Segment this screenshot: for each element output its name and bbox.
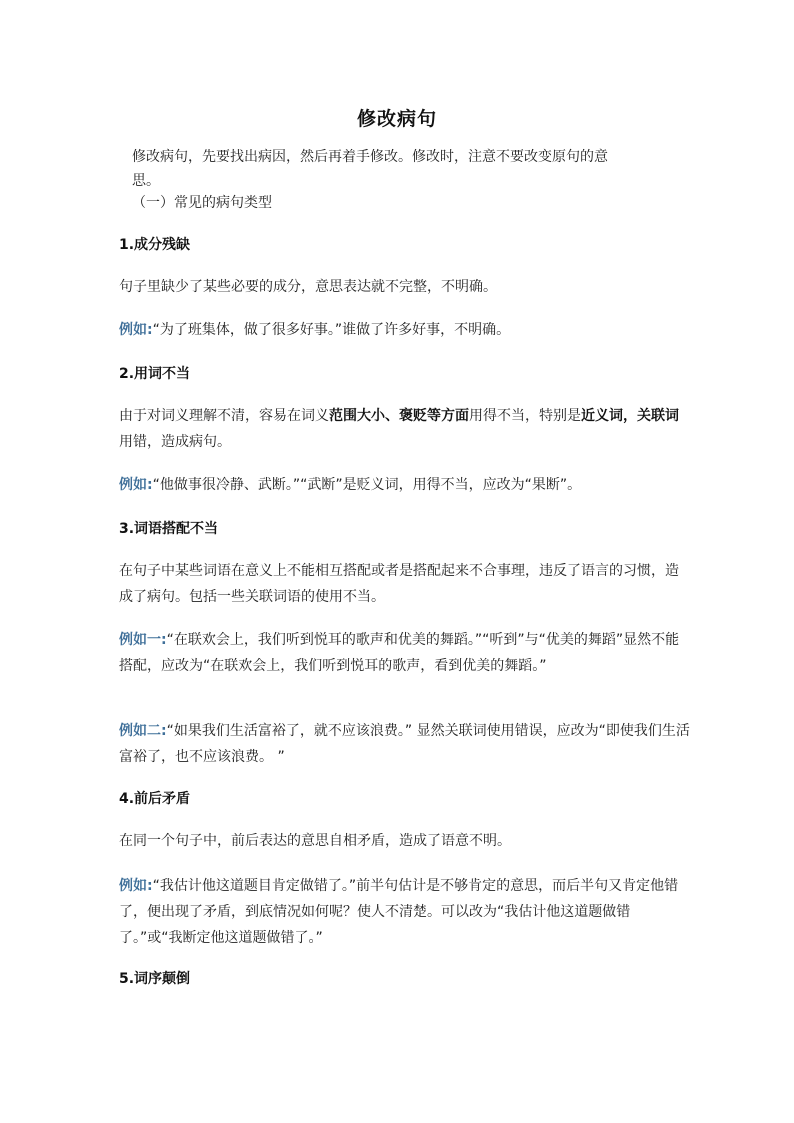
section-4-example: [119, 873, 691, 951]
section-2-heading: 2.用词不当: [119, 366, 191, 382]
section-5-heading: 5.词序颠倒: [119, 971, 191, 987]
section-4-description: 在同一个句子中，前后表达的意思自相矛盾，造成了语意不明。: [119, 833, 511, 849]
example-text: “我估计他这道题目肯定做错了。”前半句估计是不够肯定的意思，而后半句又肯定他错了，便出现了矛盾，到底情况如何呢？使人不清楚。可以改为“我估计他这道题做错了。”或“我断定他这道题做错了。”: [119, 878, 679, 946]
example-text: “他做事很冷静、武断。”“武断”是贬义词，用得不当，应改为“果断”。: [152, 477, 582, 493]
section-3-example-2: [119, 718, 691, 770]
section-1-description: 句子里缺少了某些必要的成分，意思表达就不完整，不明确。: [119, 279, 497, 295]
section-2-example: [119, 472, 699, 498]
section-2-description: [119, 403, 691, 455]
intro-line-2: 思。: [132, 173, 160, 189]
intro-line-1: 修改病句，先要找出病因，然后再着手修改。修改时，注意不要改变原句的意: [132, 149, 608, 165]
section-subtitle: （一）常见的病句类型: [132, 195, 272, 211]
example-label: 例如二:: [119, 723, 167, 739]
example-text: “在联欢会上，我们听到悦耳的歌声和优美的舞蹈。”“听到”与“优美的舞蹈”显然不能搭配，应改为“在联欢会上，我们听到悦耳的歌声，看到优美的舞蹈。”: [119, 632, 680, 674]
page-title: 修改病句: [356, 108, 437, 130]
section-3-example-1: [119, 627, 691, 679]
desc-text: 由于对词义理解不清，容易在词义: [119, 408, 329, 424]
example-label: 例如:: [119, 878, 153, 894]
example-label: 例如:: [119, 477, 153, 493]
example-label: 例如一:: [119, 632, 167, 648]
desc-text: 用错，造成病句。: [119, 434, 231, 450]
section-4-heading: 4.前后矛盾: [119, 791, 191, 807]
intro-paragraph: [132, 145, 692, 193]
section-3-heading: 3.词语搭配不当: [119, 521, 219, 537]
example-label: 例如:: [119, 322, 153, 338]
section-1-example: [119, 317, 691, 343]
desc-text: 用得不当，特别是: [469, 408, 581, 424]
example-text: “如果我们生活富裕了，就不应该浪费。” 显然关联词使用错误，应改为“即使我们生活富裕了，也不应该浪费。 ”: [119, 723, 690, 765]
section-3-description: 在句子中某些词语在意义上不能相互搭配或者是搭配起来不合事理，违反了语言的习惯，造成了病句。包括一些关联词语的使用不当。: [119, 563, 679, 605]
section-1-heading: 1.成分残缺: [119, 237, 191, 253]
example-text: “为了班集体，做了很多好事。”谁做了许多好事，不明确。: [152, 322, 511, 338]
desc-emphasis: 近义词，关联词: [581, 408, 679, 424]
desc-emphasis: 范围大小、褒贬等方面: [329, 408, 469, 424]
